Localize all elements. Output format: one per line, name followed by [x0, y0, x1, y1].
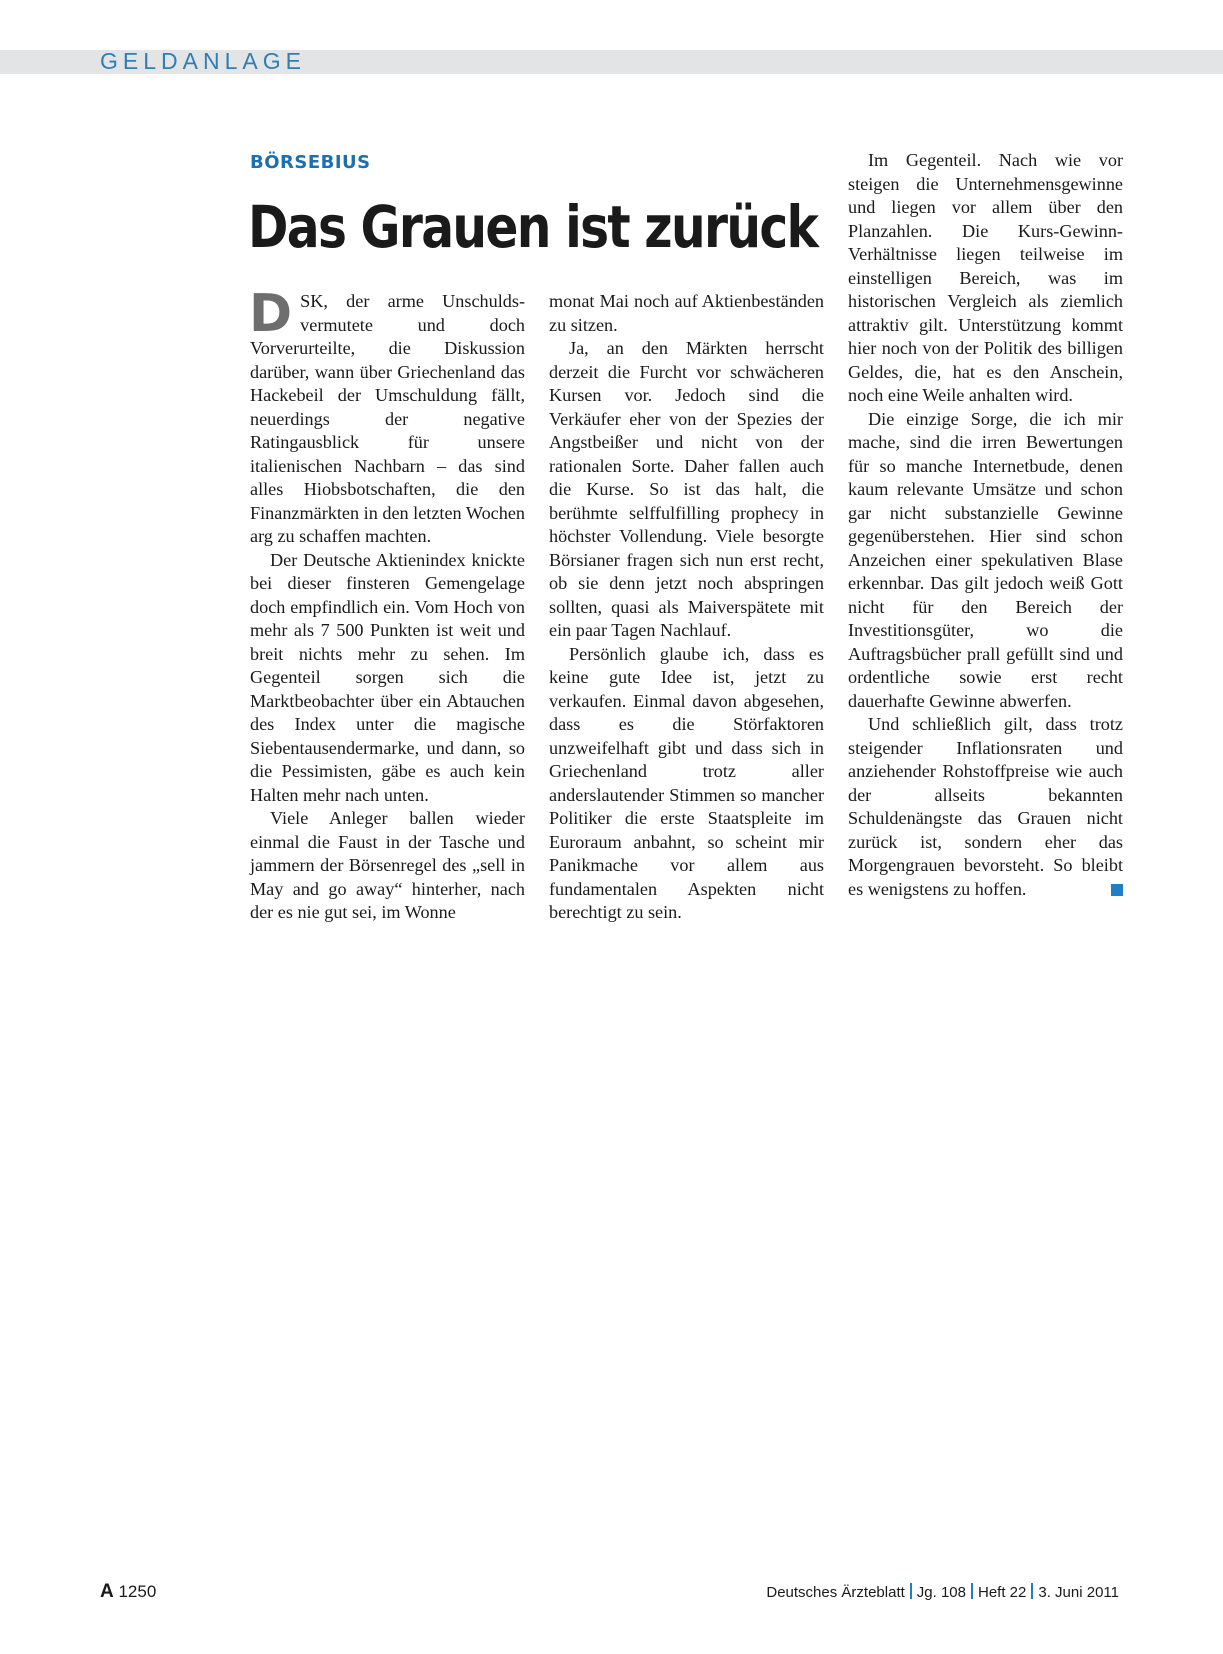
paragraph: Die einzige Sorge, die ich mir mache, sind die irren Bewertungen für so manche Internetbude, denen kaum relevante Umsätze und schon gar nicht substanzielle Gewinne gegenüberstehen. Hier sind schon Anzeichen einer spekulativen Blase erkennbar. Das gilt jedoch weiß Gott nicht für den Bereich der Investitionsgüter, wo die Auftragsbücher prall gefüllt sind und ordentliche sowie erst recht dauerhafte Gewinne abwerfen. [848, 408, 1123, 711]
page-number [100, 1580, 156, 1604]
publication-date: 3. Juni 2011 [1038, 1584, 1119, 1601]
section-label: GELDANLAGE [100, 48, 306, 74]
article-column-1 [249, 284, 525, 925]
drop-cap: D [249, 284, 293, 344]
paragraph: Im Gegenteil. Nach wie vor steigen die Unternehmensgewinne und liegen vor allem über den Planzahlen. Die Kurs-Gewinn-Verhältnisse liegen teilweise im einstelligen Bereich, was im historischen Vergleich als ziemlich attraktiv gilt. Unterstützung kommt hier noch von der Politik des billigen Geldes, die, hat es den Anschein, noch eine Weile anhalten wird. [848, 150, 1123, 405]
column-rubric: BÖRSEBIUS [250, 152, 371, 173]
article-column-2 [549, 290, 824, 925]
paragraph [848, 713, 1123, 901]
page-number-value: 1250 [118, 1582, 157, 1601]
separator-bar [910, 1583, 912, 1599]
end-of-article-square-icon [1111, 884, 1123, 896]
article-column-3 [848, 149, 1123, 901]
paragraph-text: SK, der arme Unschuldsvermutete und doch Vorverurteilte, die Diskussion darüber, wann über Griechenland das Hackebeil der Umschuldung fällt, neuerdings der negative Ratingausblick für unsere italienischen Nachbarn – das sind alles Hiobsbotschaften, die den Finanzmärkten in den letzten Wochen arg zu schaffen machten. [250, 291, 525, 546]
article-headline: Das Grauen ist zurück [248, 193, 818, 261]
page-prefix: A [100, 1581, 114, 1602]
paragraph: Viele Anleger ballen wieder einmal die Faust in der Tasche und jammern der Börsenregel des „sell in May and go away“ hinterher, nach der es nie gut sei, im Wonne [250, 808, 525, 922]
journal-name: Deutsches Ärzteblatt [766, 1584, 905, 1601]
separator-bar [1031, 1583, 1033, 1599]
journal-issue: Heft 22 [978, 1584, 1027, 1601]
paragraph: Der Deutsche Aktienindex knickte bei dieser finsteren Gemengelage doch empfindlich ein. Vom Hoch von mehr als 7 500 Punkten ist weit und breit nichts mehr zu sehen. Im Gegenteil sorgen sich die Marktbeobachter über ein Abtauchen des Index unter die magische Siebentausendermarke, und dann, so die Pessimisten, gäbe es auch kein Halten mehr nach unten. [250, 549, 525, 805]
paragraph: monat Mai noch auf Aktienbeständen zu sitzen. [549, 291, 824, 335]
paragraph: Persönlich glaube ich, dass es keine gute Idee ist, jetzt zu verkaufen. Einmal davon abgesehen, dass es die Störfaktoren unzweifelhaft gibt und dass sich in Griechenland trotz aller anderslautender Stimmen so mancher Politiker die erste Staatspleite im Euroraum anbahnt, so scheint mir Panikmache vor allem aus fundamentalen Aspekten nicht berechtigt zu sein. [549, 643, 824, 922]
separator-bar [971, 1583, 973, 1599]
journal-citation [766, 1582, 1119, 1604]
paragraph: Ja, an den Märkten herrscht derzeit die Furcht vor schwächeren Kursen vor. Jedoch sind die Verkäufer eher von der Spezies der Angstbeißer und nicht von der rationalen Sorte. Daher fallen auch die Kurse. So ist das halt, die berühmte selffulfilling prophecy in höchster Vollendung. Viele besorgte Börsianer fragen sich nun erst recht, ob sie denn jetzt noch abspringen sollten, quasi als Maiverspätete mit ein paar Tagen Nachlauf. [549, 338, 824, 640]
journal-volume: Jg. 108 [916, 1584, 966, 1601]
paragraph [249, 284, 525, 549]
paragraph-text: Und schließlich gilt, dass trotz steigender Inflationsraten und anziehender Rohstoffpreise wie auch der allseits bekannten Schuldenängste das Grauen nicht zurück ist, sondern eher das Morgengrauen bevorsteht. So bleibt es wenigstens zu hoffen. [848, 714, 1123, 899]
